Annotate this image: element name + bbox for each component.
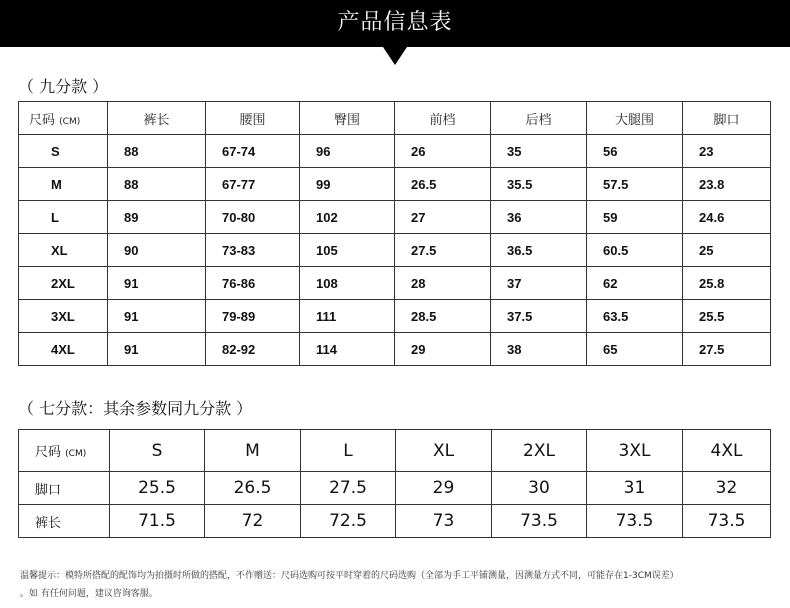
header-size-cell: 尺码 (CM) [19,430,110,472]
size-table-nine-tenths [18,101,771,366]
value-cell: 73-83 [206,234,300,267]
table-row [19,201,771,234]
value-cell: 99 [300,168,395,201]
table-row [19,505,771,538]
header-cell: 4XL [683,430,771,472]
value-cell: 111 [300,300,395,333]
header-cell: 脚口 [683,102,771,135]
value-cell: 73.5 [683,505,771,538]
value-cell: 73 [396,505,492,538]
header-banner [0,0,790,47]
value-cell: 23.8 [683,168,771,201]
footer-line: 温馨提示：模特所搭配的配饰均为拍摄时所做的搭配，不作赠送：尺码选购可按平时穿着的尺码选购（全部为手工平铺测量，因测量方式不同，可能存在1-3CM误差） [20,571,679,581]
size-cell: XL [19,234,108,267]
value-cell: 35 [491,135,587,168]
value-cell: 62 [587,267,683,300]
value-cell: 89 [108,201,206,234]
size-table-seven-tenths [18,429,771,538]
row-label-cell: 裤长 [19,505,110,538]
value-cell: 26.5 [395,168,491,201]
value-cell: 36 [491,201,587,234]
value-cell: 36.5 [491,234,587,267]
value-cell: 71.5 [110,505,205,538]
size-cell: S [19,135,108,168]
value-cell: 25.5 [110,472,205,505]
row-label-cell: 脚口 [19,472,110,505]
footer-note [20,567,780,603]
size-cell: L [19,201,108,234]
value-cell: 102 [300,201,395,234]
header-cell: L [301,430,396,472]
size-cell: M [19,168,108,201]
value-cell: 30 [492,472,587,505]
table-row [19,267,771,300]
value-cell: 35.5 [491,168,587,201]
value-cell: 59 [587,201,683,234]
header-cell: 裤长 [108,102,206,135]
value-cell: 57.5 [587,168,683,201]
value-cell: 72 [205,505,301,538]
value-cell: 27 [395,201,491,234]
value-cell: 31 [587,472,683,505]
value-cell: 27.5 [395,234,491,267]
section-title-nine-tenths: （ 九分款 ） [18,77,109,96]
header-cell: 臀围 [300,102,395,135]
table-row [19,472,771,505]
size-cell: 3XL [19,300,108,333]
banner-arrow-icon [383,47,407,65]
value-cell: 114 [300,333,395,366]
value-cell: 91 [108,267,206,300]
value-cell: 23 [683,135,771,168]
size-cell: 4XL [19,333,108,366]
value-cell: 65 [587,333,683,366]
table-header-row [19,430,771,472]
table-row [19,333,771,366]
page-title: 产品信息表 [337,10,453,35]
footer-line: 。如 有任何问题，建议咨询客服。 [20,589,158,599]
value-cell: 67-77 [206,168,300,201]
value-cell: 90 [108,234,206,267]
value-cell: 25.5 [683,300,771,333]
value-cell: 26.5 [205,472,301,505]
header-cell: 3XL [587,430,683,472]
header-cell: XL [396,430,492,472]
value-cell: 27.5 [301,472,396,505]
header-cell: 大腿围 [587,102,683,135]
value-cell: 105 [300,234,395,267]
table-row [19,300,771,333]
value-cell: 76-86 [206,267,300,300]
value-cell: 82-92 [206,333,300,366]
value-cell: 32 [683,472,771,505]
value-cell: 70-80 [206,201,300,234]
value-cell: 37.5 [491,300,587,333]
value-cell: 88 [108,135,206,168]
value-cell: 60.5 [587,234,683,267]
value-cell: 96 [300,135,395,168]
value-cell: 67-74 [206,135,300,168]
table-row [19,168,771,201]
value-cell: 29 [395,333,491,366]
value-cell: 28.5 [395,300,491,333]
table-row [19,135,771,168]
section-title-seven-tenths: （ 七分款：其余参数同九分款 ） [18,399,253,418]
header-cell: 前档 [395,102,491,135]
header-cell: 腰围 [206,102,300,135]
value-cell: 38 [491,333,587,366]
value-cell: 88 [108,168,206,201]
header-cell: 2XL [492,430,587,472]
table-row [19,234,771,267]
value-cell: 73.5 [587,505,683,538]
value-cell: 63.5 [587,300,683,333]
value-cell: 79-89 [206,300,300,333]
value-cell: 29 [396,472,492,505]
value-cell: 108 [300,267,395,300]
value-cell: 25.8 [683,267,771,300]
value-cell: 24.6 [683,201,771,234]
value-cell: 27.5 [683,333,771,366]
value-cell: 91 [108,333,206,366]
header-cell: M [205,430,301,472]
value-cell: 73.5 [492,505,587,538]
value-cell: 72.5 [301,505,396,538]
table-header-row [19,102,771,135]
value-cell: 26 [395,135,491,168]
value-cell: 37 [491,267,587,300]
value-cell: 28 [395,267,491,300]
header-cell: 后档 [491,102,587,135]
header-cell: S [110,430,205,472]
value-cell: 25 [683,234,771,267]
value-cell: 91 [108,300,206,333]
size-cell: 2XL [19,267,108,300]
header-size-cell: 尺码 (CM) [19,102,108,135]
value-cell: 56 [587,135,683,168]
